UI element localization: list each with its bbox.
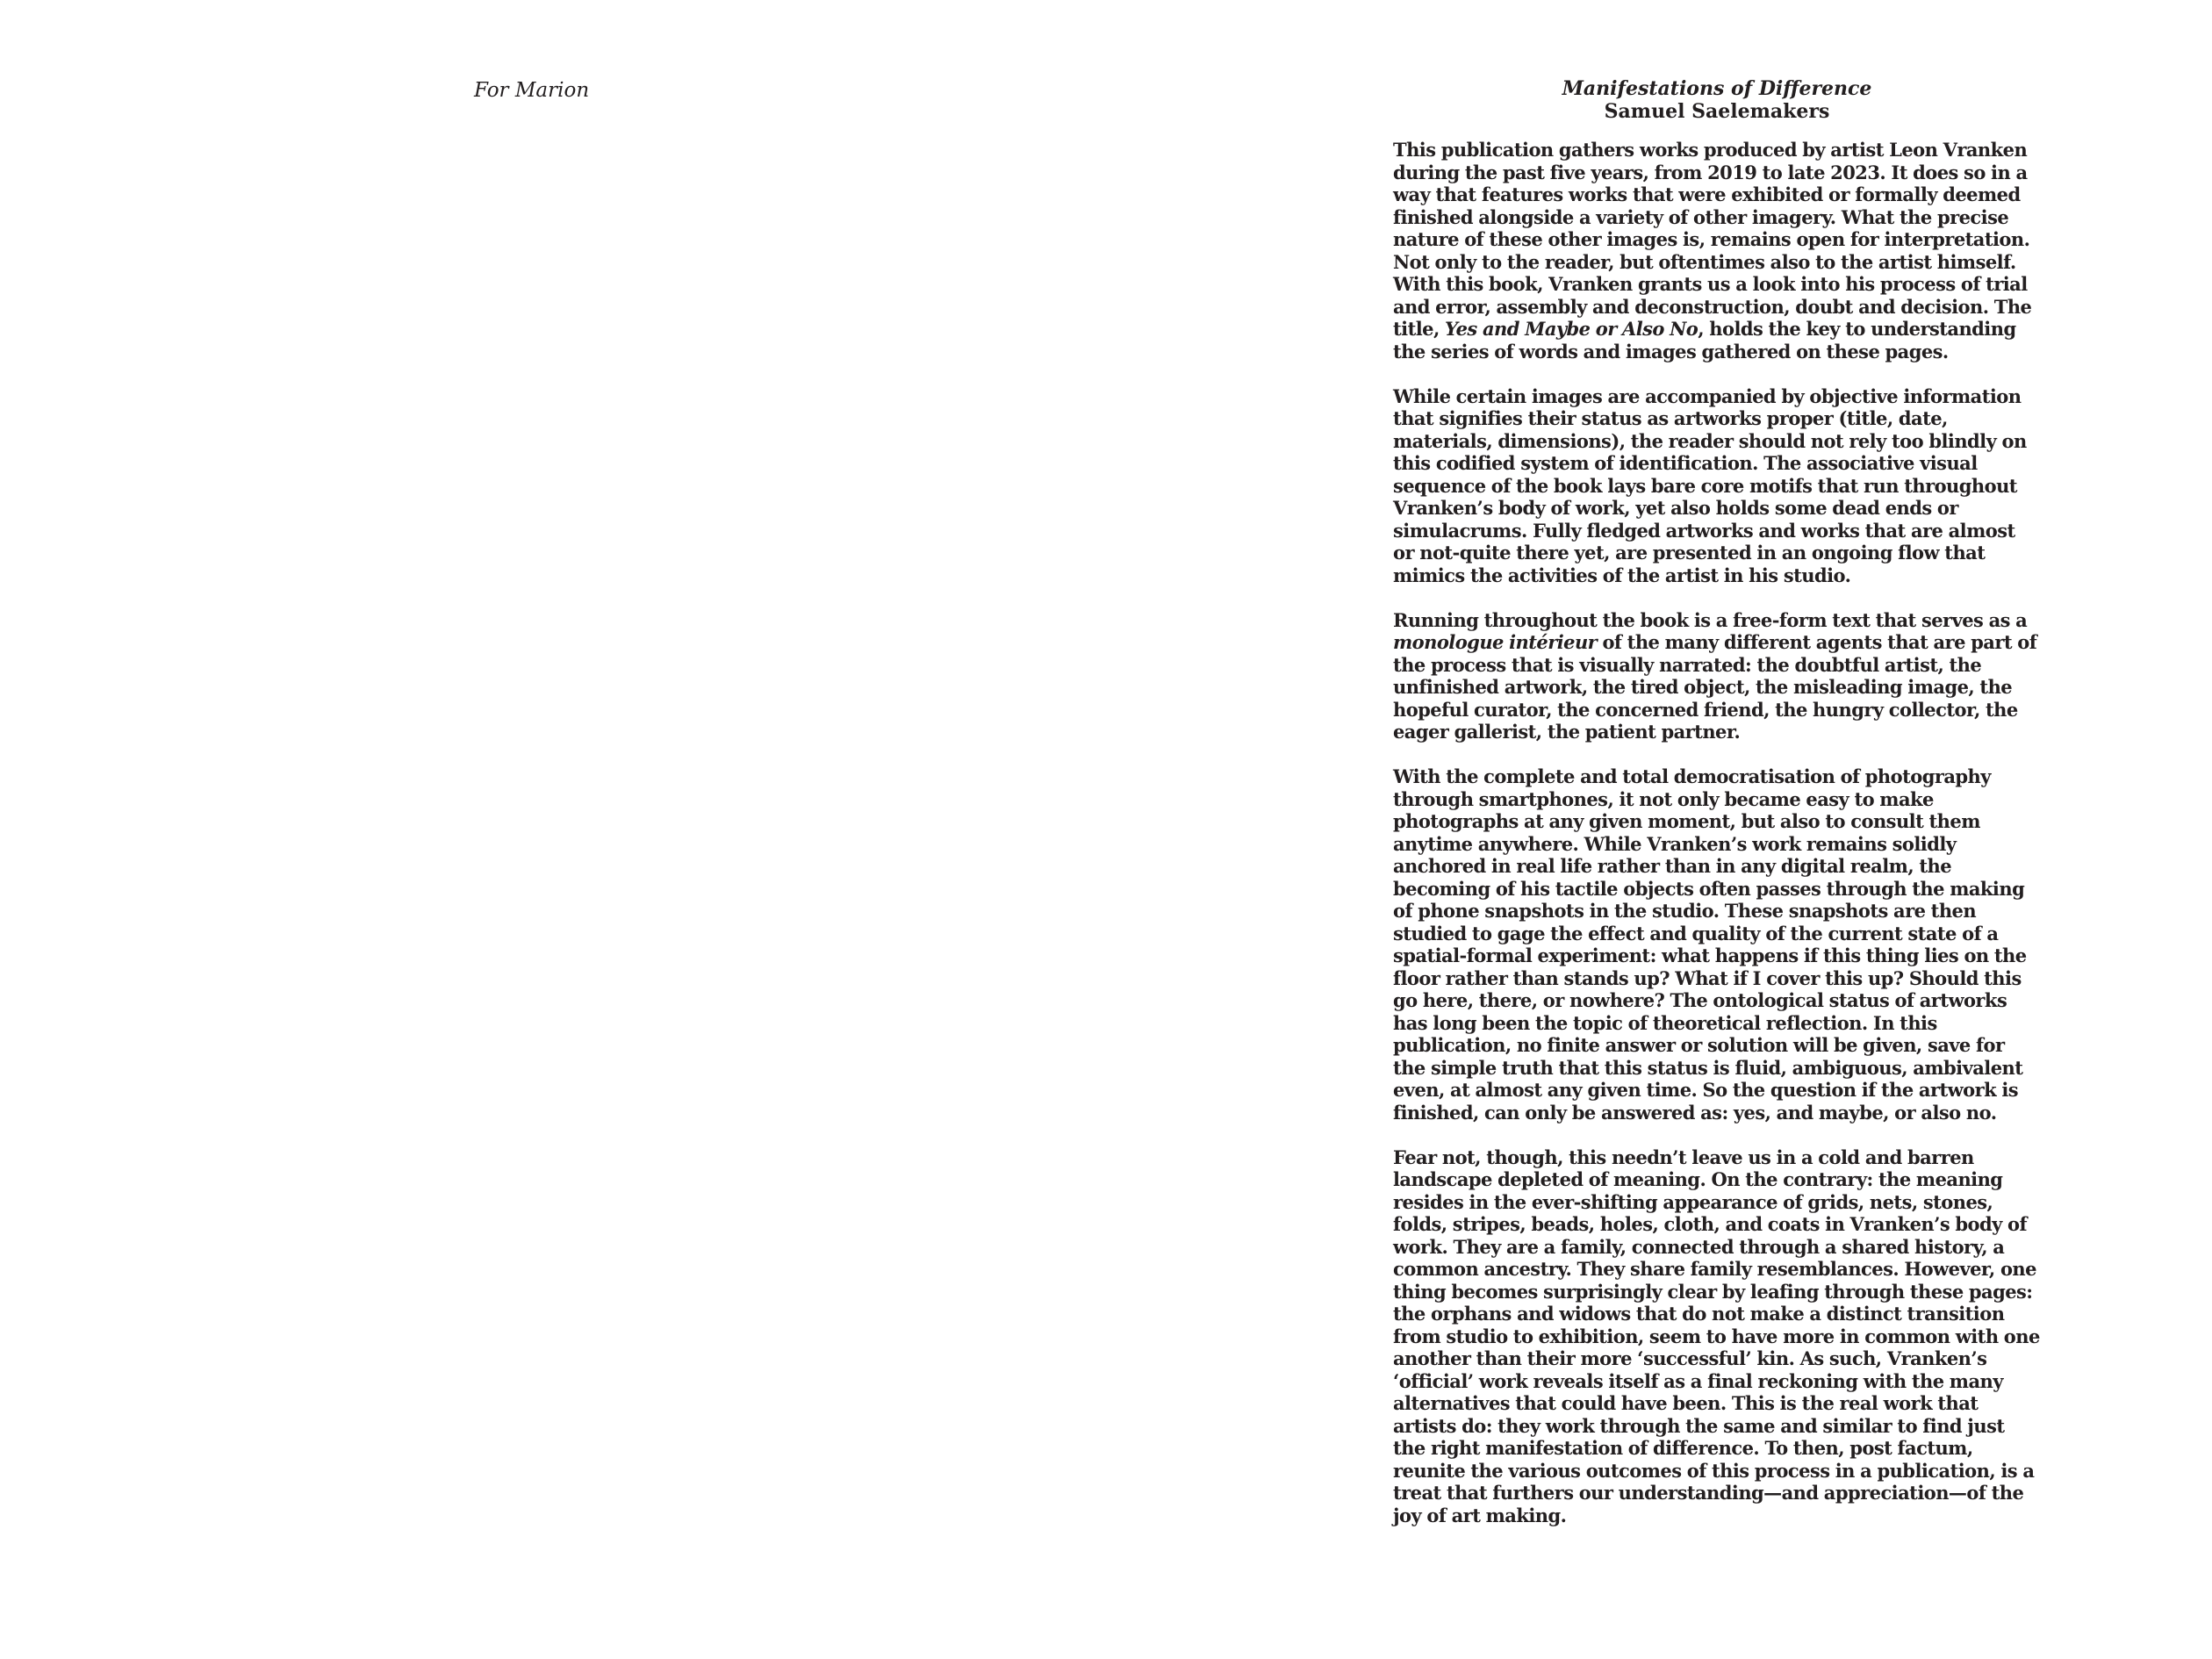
essay-paragraph-2: While certain images are accompanied by objective information that signifies their status as artworks proper (title, date, materials, dimensions), the reader should not rely too blindly on this codified system of identification. The associative visual sequence of the book lays bare core motifs that run throughout Vranken’s body of work, yet also holds some dead ends or simulacrums. Fully fledged artworks and works that are almost or not-quite there yet, are presented in an ongoing flow that mimics the activities of the artist in his studio. bbox=[1393, 384, 2027, 586]
dedication: For Marion bbox=[474, 79, 590, 102]
essay bbox=[1393, 77, 2041, 1526]
monologue-emphasis: monologue intérieur bbox=[1393, 631, 1598, 653]
paragraph-text: of the many different agents that are part of the process that is visually narrated: the doubtful artist, the unfinished artwork, the tired object, the misleading image, the hopeful curator, the concerned friend, the hungry collector, the eager gallerist, the patient partner. bbox=[1393, 631, 2037, 743]
essay-body bbox=[1393, 139, 2041, 1526]
right-page bbox=[1106, 0, 2212, 1659]
paragraph-text: This publication gathers works produced by artist Leon Vranken during the past five years, from 2019 to late 2023. It does so in a way that features works that were exhibited or formally deemed finished alongside a variety of other imagery. What the precise nature of these other images is, remains open for interpretation. Not only to the reader, but oftentimes also to the artist himself. With this book, Vranken grants us a look into his process of trial and error, assembly and deconstruction, doubt and decision. The title, bbox=[1393, 139, 2032, 340]
essay-title: Manifestations of Difference bbox=[1562, 77, 1872, 100]
essay-paragraph-5: Fear not, though, this needn’t leave us in a cold and barren landscape depleted of meaning. On the contrary: the meaning resides in the ever-shifting appearance of grids, nets, stones, folds, stripes, beads, holes, cloth, and coats in Vranken’s body of work. They are a family, connected through a shared history, a common ancestry. They share family resemblances. However, one thing becomes surprisingly clear by leafing through these pages: the orphans and widows that do not make a distinct transition from studio to exhibition, seem to have more in common with one another than their more ‘successful’ kin. As such, Vranken’s ‘official’ work reveals itself as a final reckoning with the many alternatives that could have been. This is the real work that artists do: they work through the same and similar to find just the right manifestation of difference. To then, post factum, reunite the various outcomes of this process in a publication, is a treat that furthers our understanding—and appreciation—of the joy of art making. bbox=[1393, 1146, 2040, 1526]
essay-author: Samuel Saelemakers bbox=[1604, 100, 1830, 123]
book-title-emphasis: Yes and Maybe or Also No bbox=[1445, 318, 1698, 340]
essay-paragraph-3 bbox=[1393, 609, 2041, 743]
essay-paragraph-1 bbox=[1393, 139, 2041, 363]
essay-header bbox=[1393, 77, 2041, 123]
paragraph-text: Running throughout the book is a free-form text that serves as a bbox=[1393, 608, 2028, 631]
essay-paragraph-4: With the complete and total democratisation of photography through smartphones, it not only became easy to make photographs at any given moment, but also to consult them anytime anywhere. While Vranken’s work remains solidly anchored in real life rather than in any digital realm, the becoming of his tactile objects often passes through the making of phone snapshots in the studio. These snapshots are then studied to gage the effect and quality of the current state of a spatial-formal experiment: what happens if this thing lies on the floor rather than stands up? What if I cover this up? Should this go here, there, or nowhere? The ontological status of artworks has long been the topic of theoretical reflection. In this publication, no finite answer or solution will be given, save for the simple truth that this status is fluid, ambiguous, ambivalent even, at almost any given time. So the question if the artwork is finished, can only be answered as: yes, and maybe, or also no. bbox=[1393, 765, 2027, 1124]
paragraph-text: , holds the key to understanding the series of words and images gathered on these pages. bbox=[1393, 318, 2016, 363]
